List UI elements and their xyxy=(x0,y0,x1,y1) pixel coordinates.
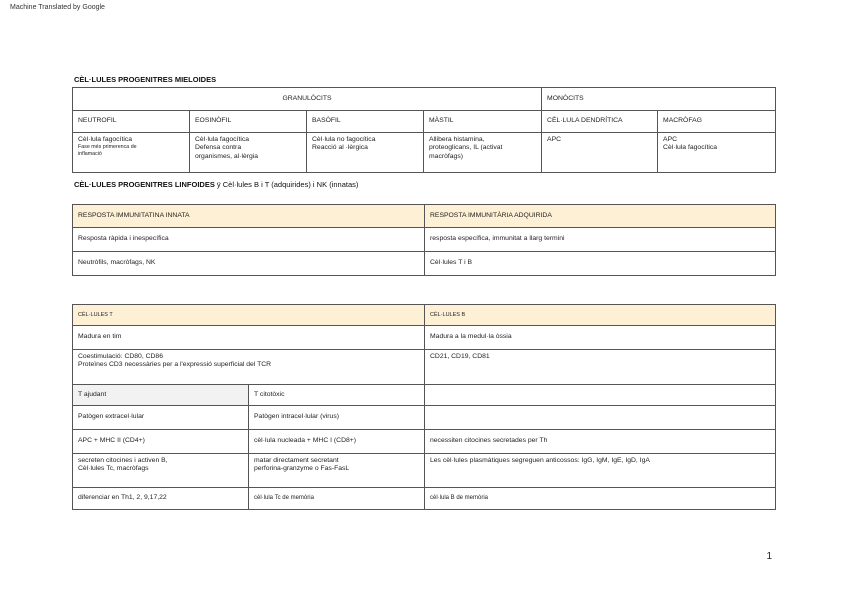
b-memory: cèl·lula B de memòria xyxy=(425,488,776,510)
tc-pathogen: Patògen intracel·lular (virus) xyxy=(249,406,425,430)
myeloid-title: CÈL·LULES PROGENITRES MIELOIDES xyxy=(74,75,217,84)
innate-row-2: Neutròfils, macròfags, NK xyxy=(73,252,425,276)
tc-kill: matar directament secretant perforina-granzyme o Fas-FasL xyxy=(249,454,425,488)
th-secrete: secreten citocines i activen B, Cèl·lules Tc, macròfags xyxy=(73,454,249,488)
t-cells-header: CÈL·LULES T xyxy=(73,305,425,326)
innate-header: RESPOSTA IMMUNITATINA INNATA xyxy=(73,205,425,228)
tc-memory: cèl·lula Tc de memòria xyxy=(249,488,425,510)
cell-neutrofil: Cèl·lula fagocítica Fase més primerenca de inflamació xyxy=(73,133,190,173)
lymphoid-title: CÈL·LULES PROGENITRES LINFOIDES ÿ Cèl·lules B i T (adquirides) i NK (innatas) xyxy=(74,180,359,189)
t-cells-mature: Madura en tim xyxy=(73,326,425,350)
cell-eosinofil: Cèl·lula fagocítica Defensa contra organismes, al·lèrgia xyxy=(190,133,307,173)
monocits-header: MONÒCITS xyxy=(542,88,776,111)
t-cells-costim: Coestimulació: CD80, CD86 Proteïnes CD3 necessàries per a l'expressió superficial del TCR xyxy=(73,350,425,385)
b-cells-header: CÈL·LULES B xyxy=(425,305,776,326)
t-cytotoxic-header: T citotòxic xyxy=(249,385,425,406)
b-empty xyxy=(425,406,776,430)
myeloid-table xyxy=(72,87,776,173)
cell-mastil: Allibera histamina, proteoglicans, IL (activat macròfags) xyxy=(424,133,542,173)
col-macrofag: MACRÒFAG xyxy=(658,111,776,133)
immune-response-table xyxy=(72,204,776,276)
b-cytokines: necessiten citocines secretades per Th xyxy=(425,430,776,454)
cell-basofil: Cèl·lula no fagocítica Reacció al ·lèrgica xyxy=(307,133,424,173)
acquired-row-1: resposta específica, immunitat a llarg termini xyxy=(425,228,776,252)
innate-row-1: Resposta ràpida i inespecífica xyxy=(73,228,425,252)
page-number: 1 xyxy=(766,551,772,562)
acquired-header: RESPOSTA IMMUNITÀRIA ADQUIRIDA xyxy=(425,205,776,228)
tb-cells-table xyxy=(72,304,776,510)
cell-dendritica: APC xyxy=(542,133,658,173)
col-eosinofil: EOSINÒFIL xyxy=(190,111,307,133)
th-mhc: APC + MHC II (CD4+) xyxy=(73,430,249,454)
col-basofil: BASÒFIL xyxy=(307,111,424,133)
t-helper-header: T ajudant xyxy=(73,385,249,406)
col-dendritica: CÈL·LULA DENDRÍTICA xyxy=(542,111,658,133)
granulocits-header: GRANULÒCITS xyxy=(73,88,542,111)
b-cells-markers: CD21, CD19, CD81 xyxy=(425,350,776,385)
b-antibodies: Les cèl·lules plasmàtiques segreguen anticossos: IgG, IgM, IgE, IgD, IgA xyxy=(425,454,776,488)
tc-mhc: cèl·lula nucleada + MHC I (CD8+) xyxy=(249,430,425,454)
th-pathogen: Patògen extracel·lular xyxy=(73,406,249,430)
acquired-row-2: Cèl·lules T i B xyxy=(425,252,776,276)
col-mastil: MÀSTIL xyxy=(424,111,542,133)
col-neutrofil: NEUTROFIL xyxy=(73,111,190,133)
b-cells-mature: Madura a la medul·la òssia xyxy=(425,326,776,350)
cell-macrofag: APC Cèl·lula fagocítica xyxy=(658,133,776,173)
machine-translated-label: Machine Translated by Google xyxy=(10,4,105,11)
empty-cell xyxy=(425,385,776,406)
th-differentiate: diferenciar en Th1, 2, 9,17,22 xyxy=(73,488,249,510)
